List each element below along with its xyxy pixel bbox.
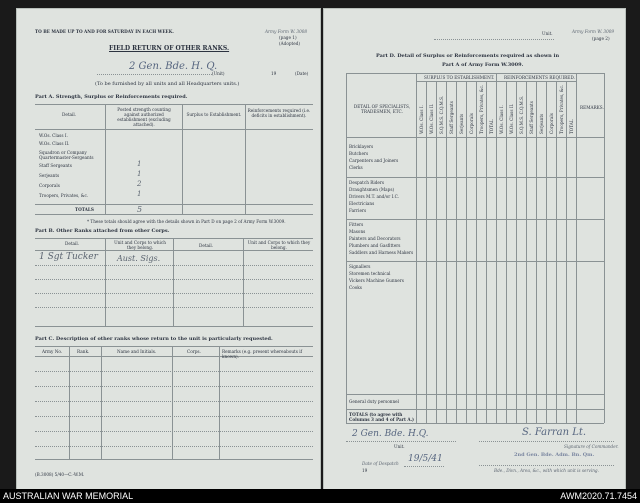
surplus-col-staff-sgt: Staff Sergeants <box>449 101 454 134</box>
part-d-heading-1: Part D. Detail of Surplus or Reinforcements required as shown in <box>376 53 560 59</box>
reinf-col-troopers: Troopers, Privates, &c. <box>559 84 564 134</box>
trade-signallers: Signallers <box>349 264 371 269</box>
signature-caption: Signature of Commander. <box>564 444 619 449</box>
surplus-col-wo1: W.Os. Class I. <box>419 105 424 134</box>
right-unit-caption: Unit. <box>394 444 405 449</box>
trade-bricklayers: Bricklayers <box>349 144 374 149</box>
part-a-col-reinf: Reinforcements required (i.e. deficits in establishment). <box>247 108 311 118</box>
part-a-total-value: 5 <box>137 205 143 214</box>
caption-institution: AUSTRALIAN WAR MEMORIAL <box>3 491 134 501</box>
row-wo-class-2: W.Os. Class II. <box>39 141 70 146</box>
left-page <box>16 8 321 490</box>
form-subtitle: (To be furnished by all units and all Headquarters units.) <box>95 81 240 87</box>
part-c-col-remarks: Remarks (e.g. present whereabouts if known). <box>222 349 303 359</box>
part-a-totals-label: TOTALS <box>75 207 94 212</box>
trade-electricians: Electricians <box>349 201 375 206</box>
part-a-heading: Part A. Strength, Surplus or Reinforcements required. <box>35 94 188 100</box>
reinf-col-sqms: S.Q.M.S. C.Q.M.S. <box>519 95 524 134</box>
remarks-header: REMARKS. <box>580 105 604 110</box>
page-ref: (page 1) <box>279 35 297 40</box>
row-staff-sergeants: Staff Sergeants <box>39 163 72 168</box>
adopted-note: (Adopted) <box>279 41 301 46</box>
reinf-col-staff-sgt: Staff Sergeants <box>529 101 534 134</box>
part-a-col-posted: Posted strength counting against authorized establishment (excluding attached). <box>117 107 171 127</box>
right-page-ref: (page 2) <box>592 36 610 41</box>
trade-despatch-riders: Despatch Riders <box>349 180 385 185</box>
part-c-col-corps: Corps. <box>187 349 201 354</box>
trade-clerks: Clerks <box>349 165 363 170</box>
surplus-col-total: TOTAL <box>489 119 494 134</box>
part-b-detail-handwriting: 1 Sgt Tucker <box>39 252 98 262</box>
trade-butchers: Butchers <box>349 151 369 156</box>
part-c-col-army-no: Army No. <box>42 349 63 354</box>
reinforcements-header: REINFORCEMENTS REQUIRED. <box>504 75 575 80</box>
part-a-footnote: * These totals should agree with the details shown in Part D on page 2 of Army Form W.3009. <box>87 219 286 224</box>
unit-handwriting: 2 Gen. Bde. H. Q. <box>129 61 218 72</box>
trade-masons: Masons <box>349 229 366 234</box>
trade-painters: Painters and Decorators <box>349 236 401 241</box>
detail-header: DETAIL OF SPECIALISTS, TRADESMEN, ETC. <box>353 104 411 114</box>
part-d-heading-2: Part A of Army Form W.3009. <box>442 62 524 68</box>
surplus-col-sqms: S.Q.M.S. C.Q.M.S. <box>439 95 444 134</box>
right-unit-handwriting: 2 Gen. Bde. H.Q. <box>352 429 429 439</box>
trade-carpenters: Carpenters and Joiners <box>349 158 399 163</box>
row-cqms: Squadron or Company Quartermaster-Sergeants <box>39 150 94 160</box>
trade-plumbers: Plumbers and Gasfitters <box>349 243 401 248</box>
trade-storemen: Storemen technical <box>349 271 391 276</box>
part-b-col-unit-1: Unit and Corps to which they belong. <box>114 240 166 250</box>
right-unit-label: Unit. <box>542 31 553 36</box>
general-duty: General duty personnel <box>349 399 399 404</box>
trade-saddlers: Saddlers and Harness Makers <box>349 250 414 255</box>
row-serjeants: Serjeants <box>39 173 60 178</box>
trade-farriers: Farriers <box>349 208 367 213</box>
form-ref: Army Form W. 3008 <box>265 29 308 34</box>
surplus-col-wo2: W.Os. Class II. <box>429 103 434 134</box>
unit-label: (Unit) <box>212 71 225 76</box>
part-b-unit-handwriting: Aust. Sigs. <box>117 254 161 263</box>
caption-accession: AWM2020.71.7454 <box>560 491 637 501</box>
trade-fitters: Fitters <box>349 222 364 227</box>
val-corporals: 2 <box>137 180 142 188</box>
reinf-col-serjeants: Serjeants <box>539 113 544 134</box>
surplus-header: SURPLUS TO ESTABLISHMENT. <box>424 75 495 80</box>
despatch-handwriting: 19/5/41 <box>408 454 443 464</box>
row-troopers: Troopers, Privates, &c. <box>39 193 89 198</box>
year-label: 19 <box>271 71 277 76</box>
part-a-col-detail: Detail. <box>62 112 77 117</box>
reinf-col-wo2: W.Os. Class II. <box>509 103 514 134</box>
top-note: TO BE MADE UP TO AND FOR SATURDAY IN EACH WEEK. <box>35 29 174 34</box>
reinf-col-corporals: Corporals <box>549 113 554 134</box>
row-corporals: Corporals <box>39 183 60 188</box>
part-c-col-name: Name and Initials. <box>117 349 157 354</box>
reinf-col-wo1: W.Os. Class I. <box>499 105 504 134</box>
trade-vickers: Vickers Machine Gunners <box>349 278 404 283</box>
part-d-totals-label: TOTALS (to agree with Columns 3 and 4 of Part A.) <box>349 412 415 422</box>
surplus-col-troopers: Troopers, Privates, &c. <box>479 84 484 134</box>
surplus-col-serjeants: Serjeants <box>459 113 464 134</box>
despatch-label: Date of Despatch <box>362 461 399 466</box>
despatch-sub: 19 <box>362 468 368 473</box>
right-page <box>323 8 626 490</box>
part-c-heading: Part C. Description of other ranks whose return to the unit is particularly requested. <box>35 336 273 342</box>
part-b-col-detail-1: Detail. <box>65 241 80 246</box>
right-form-ref: Army Form W. 3009 <box>572 29 615 34</box>
trade-draughtsmen: Draughtsmen (Maps) <box>349 187 395 192</box>
part-b-col-detail-2: Detail. <box>199 243 214 248</box>
archive-caption <box>0 489 640 503</box>
val-troopers: 1 <box>137 190 142 198</box>
trade-cooks: Cooks <box>349 285 362 290</box>
form-title: FIELD RETURN OF OTHER RANKS. <box>109 45 230 52</box>
document-spread <box>16 8 626 490</box>
date-label: (Date) <box>295 71 309 76</box>
row-wo-class-1: W.Os. Class I. <box>39 133 68 138</box>
val-serjeants: 1 <box>137 170 142 178</box>
signature-handwriting: S. Farran Lt. <box>522 427 587 438</box>
reinf-col-total: TOTAL <box>569 119 574 134</box>
trade-drivers: Drivers M.T. and/or I.C. <box>349 194 399 199</box>
val-staff-sergeants: 1 <box>137 160 142 168</box>
part-b-col-unit-2: Unit and Corps to which they belong. <box>247 240 311 250</box>
surplus-col-corporals: Corporals <box>469 113 474 134</box>
part-b-heading: Part B. Other Ranks attached from other Corps. <box>35 228 170 234</box>
bde-note: Bde., Divn., Area, &c., with which unit is serving. <box>494 468 599 473</box>
unit-stamp: 2nd Gen. Bde. Adm. Bn. Qm. <box>514 452 595 458</box>
part-c-col-rank: Rank. <box>77 349 90 354</box>
part-a-col-surplus: Surplus to Establishment. <box>186 112 242 117</box>
print-reference: (B.3008) 5/40—C.-W.M. <box>35 472 85 477</box>
